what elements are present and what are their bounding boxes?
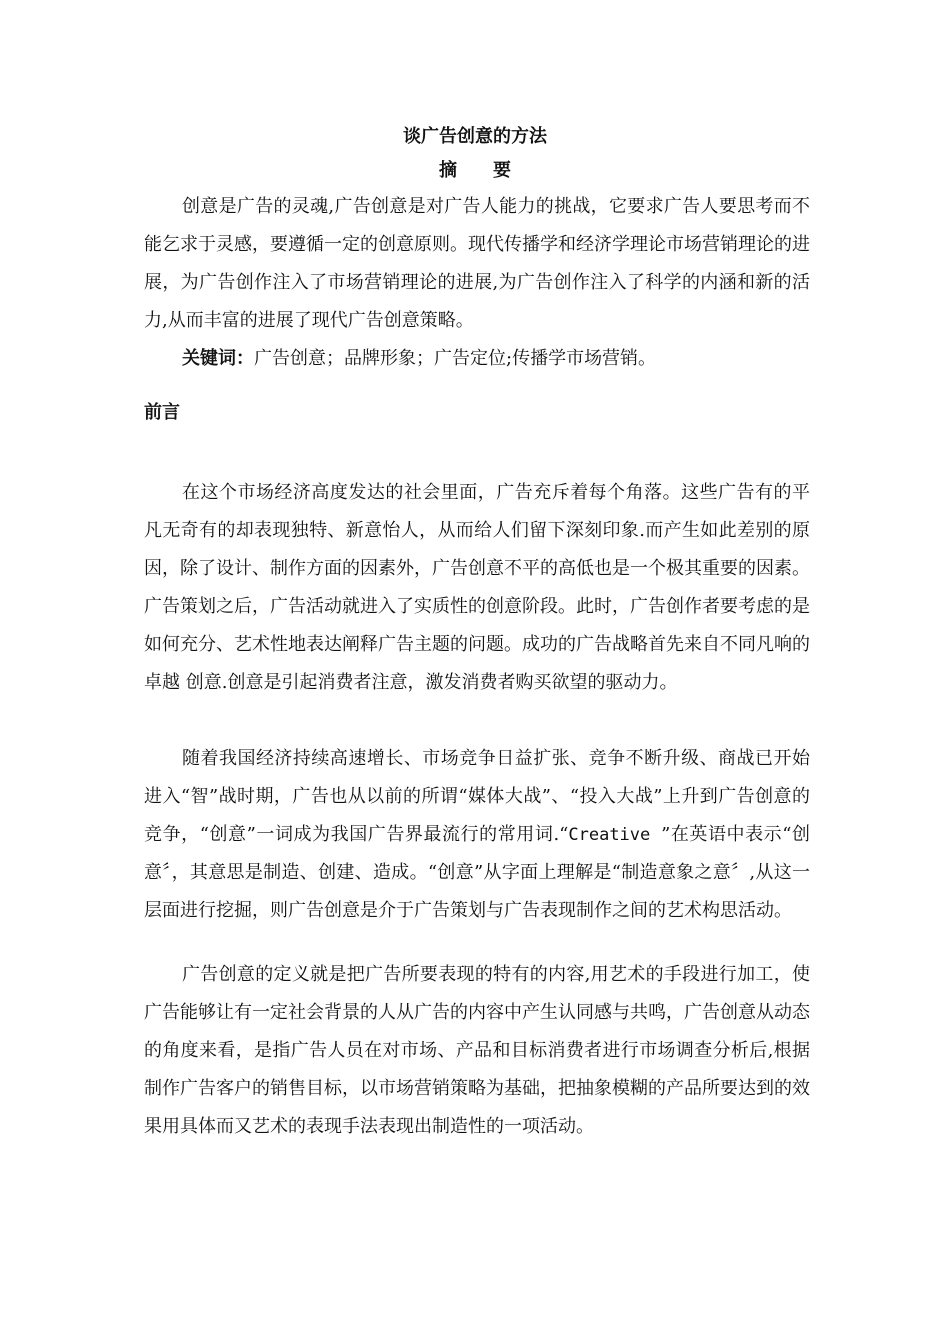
- paragraph-2-text-b: ”在英语中表示“创意〞，其意思是制造、创建、造成。“创意”从字面上理解是“制造意象之意〞,从这一层面进行挖掘，则广告创意是介于广告策划与广告表现制作之间的艺术构思活动。: [144, 824, 811, 921]
- keywords-line: [144, 340, 810, 378]
- paragraph-2-text-a: 随着我国经济持续高速增长、市场竞争日益扩张、竞争不断升级、商战已开始进入“智”战时期，广告也从以前的所谓“媒体大战”、“投入大战”上升到广告创意的竞争，“创意”一词成为我国广告界最流行的常用词.“: [144, 748, 810, 845]
- abstract-heading: 摘要: [439, 160, 547, 181]
- abstract-paragraph: 创意是广告的灵魂,广告创意是对广告人能力的挑战，它要求广告人要思考而不能乞求于灵感，要遵循一定的创意原则。现代传播学和经济学理论市场营销理论的进展，为广告创作注入了市场营销理论的进展,为广告创作注入了科学的内涵和新的活力,从而丰富的进展了现代广告创意策略。: [144, 196, 810, 331]
- paragraph-2-english-term: Creative: [568, 825, 662, 845]
- keywords-text: 广告创意；品牌形象；广告定位;传播学市场营销。: [254, 348, 657, 369]
- section-heading-preface: 前言: [144, 402, 180, 423]
- body-paragraph-1: 在这个市场经济高度发达的社会里面，广告充斥着每个角落。这些广告有的平凡无奇有的却表现独特、新意怡人，从而给人们留下深刻印象.而产生如此差别的原因，除了设计、制作方面的因素外，广告创意不平的高低也是一个极其重要的因素。 广告策划之后，广告活动就进入了实质性的创意阶段。此时，广告创作者要考虑的是如何充分、艺术性地表达阐释广告主题的问题。成功的广告战略首先来自不同凡响的卓越 创意.创意是引起消费者注意，激发消费者购买欲望的驱动力。: [144, 482, 810, 693]
- keywords-label: 关键词：: [182, 348, 254, 369]
- body-paragraph-3: 广告创意的定义就是把广告所要表现的特有的内容,用艺术的手段进行加工，使广告能够让有一定社会背景的人从广告的内容中产生认同感与共鸣，广告创意从动态的角度来看，是指广告人员在对市场、产品和目标消费者进行市场调查分析后,根据制作广告客户的销售目标，以市场营销策略为基础，把抽象模糊的产品所要达到的效果用具体而又艺术的表现手法表现出制造性的一项活动。: [144, 964, 810, 1137]
- body-paragraph-2: [144, 740, 810, 930]
- document-title: 谈广告创意的方法: [403, 126, 547, 147]
